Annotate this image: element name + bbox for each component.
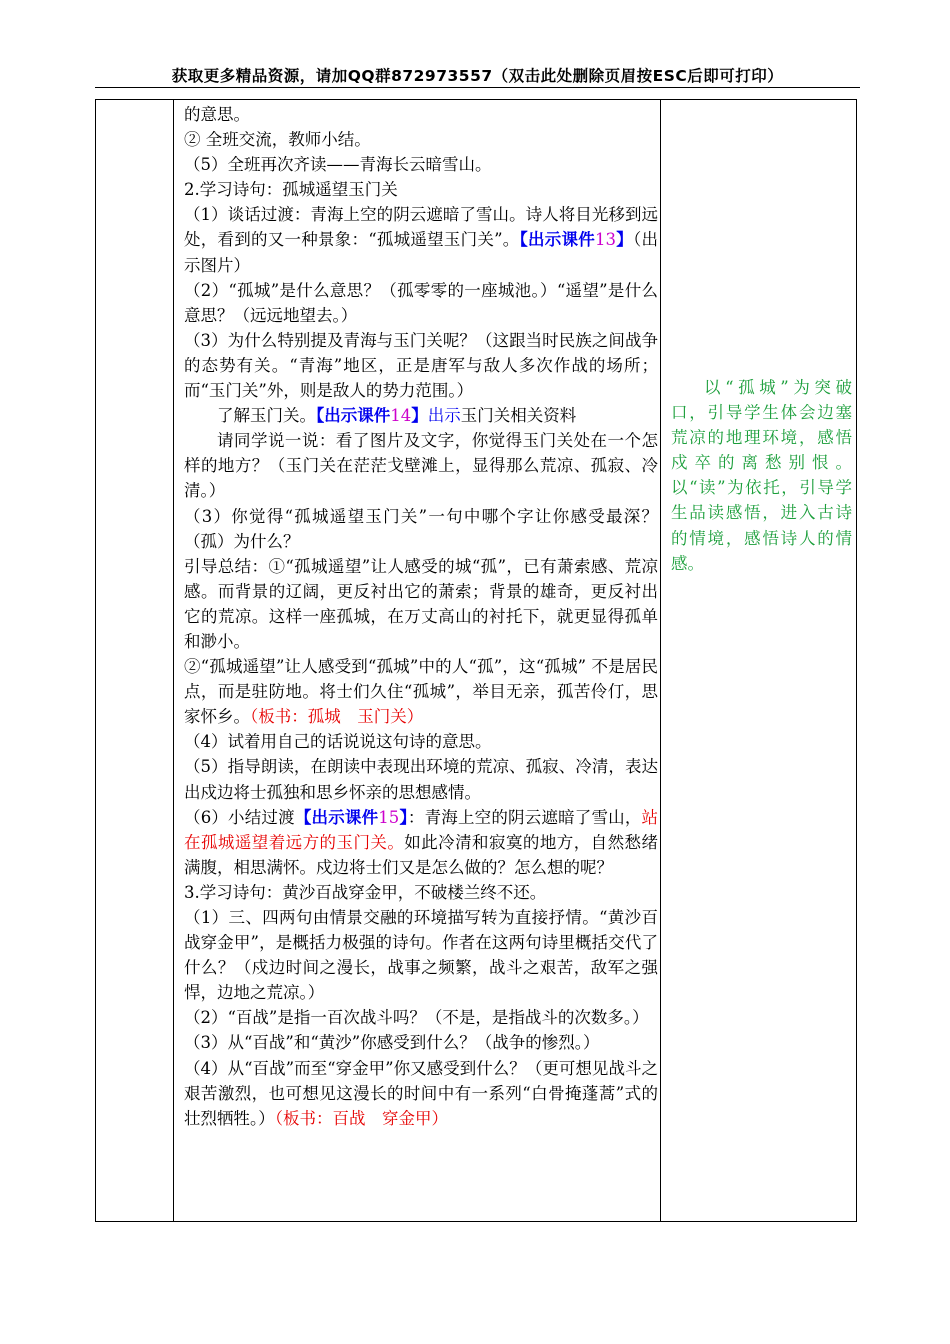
paragraph: （4）试着用自己的话说说这句诗的意思。 [184,732,492,752]
text-run: 玉门关相关资料 [460,406,577,426]
page-header: 获取更多精品资源，请加QQ群872973557（双击此处删除页眉按ESC后即可打印） [171,67,784,85]
paragraph [184,1056,658,1131]
table-row [96,100,857,1222]
design-intent-note: 以“孤城”为突破口，引导学生体会边塞荒凉的地理环境，感悟戍卒的离愁别恨。以“读”为依托，引导学生品读感悟，进入古诗的情境，感悟诗人的情感。 [671,378,852,573]
paragraph: 请同学说一说：看了图片及文字，你觉得玉门关处在一个怎样的地方？（玉门关在茫茫戈壁滩上，显得那么荒凉、孤寂、冷清。） [184,431,658,501]
courseware-tag-end: 】 [616,230,634,250]
paragraph [184,805,658,880]
paragraph: （5）指导朗读，在朗读中表现出环境的荒凉、孤寂、冷清，表达出戍边将士孤独和思乡怀亲的思想感情。 [184,757,658,802]
courseware-tag: 【出示课件 [316,406,391,426]
paragraph [184,403,658,428]
paragraph: （3）为什么特别提及青海与玉门关呢？（这跟当时民族之间战争的态势有关。“青海”地区，正是唐军与敌人多次作战的场所；而“玉门关”外，则是敌人的势力范围。） [184,330,658,401]
courseware-tag: 【出示课件 [519,230,596,250]
label-cell [96,100,174,1222]
text-run: 了解玉门关。 [217,406,316,426]
section-heading: 2.学习诗句：孤城遥望玉门关 [184,180,398,200]
paragraph: （5）全班再次齐读——青海长云暗雪山。 [184,155,492,175]
teaching-process-text [174,100,660,1131]
design-intent-cell [661,100,857,1222]
paragraph: （3）你觉得“孤城遥望玉门关”一句中哪个字让你感受最深？（孤）为什么？ [184,506,658,551]
paragraph [184,202,658,277]
courseware-number: 14 [390,406,412,426]
text-run: （1）谈话过渡：青海上空的阴云遮暗了雪山。诗人将目光移到远处，看到的又一种景象：“孤城遥望玉门关”。 [184,205,658,250]
paragraph: ② 全班交流，教师小结。 [184,130,371,150]
paragraph: （2）“百战”是指一百次战斗吗？（不是，是指战斗的次数多。） [184,1008,649,1028]
text-run: （4）从“百战”而至“穿金甲”你又感受到什么？（更可想见战斗之艰苦激烈，也可想见这漫长的时间中有一系列“白骨掩蓬蒿”式的壮烈牺牲。） [184,1058,658,1128]
text-run: （6）小结过渡 [184,807,295,827]
paragraph [184,654,658,729]
highlighted-text: 站在孤城遥望着远方的玉门关。 [184,807,658,852]
lesson-plan-table [95,99,857,1222]
courseware-tag: 【出示课件 [294,807,379,827]
paragraph: （1）三、四两句由情景交融的环境描写转为直接抒情。“黄沙百战穿金甲”，是概括力极强的诗句。作者在这两句诗里概括交代了什么？（戍边时间之漫长，战事之频繁，战斗之艰苦，敌军之强悍，边地之荒凉。） [184,908,658,1003]
text-run: 出示 [427,406,461,426]
blackboard-note: （板书：孤城 玉门关） [250,707,424,727]
text-run: （出示图片） [184,230,659,275]
blackboard-note: （板书：百战 穿金甲） [274,1108,448,1128]
paragraph: 的意思。 [184,105,250,124]
courseware-tag-end: 】 [411,406,428,426]
courseware-tag-end: 】 [399,807,408,827]
courseware-number: 13 [595,230,617,250]
paragraph: （2）“孤城”是什么意思？（孤零零的一座城池。）“遥望”是什么意思？（远远地望去。） [184,280,658,325]
text-run: ：青海上空的阴云遮暗了雪山， [407,807,642,827]
paragraph: （3）从“百战”和“黄沙”你感受到什么？（战争的惨烈。） [184,1033,600,1053]
section-heading: 3.学习诗句：黄沙百战穿金甲，不破楼兰终不还。 [184,882,547,902]
text-run: 如此冷清和寂寞的地方，自然愁绪满腹，相思满怀。戍边将士们又是怎么做的？怎么想的呢？ [184,832,659,877]
text-run: ②“孤城遥望”让人感受到“孤城”中的人“孤”，这“孤城” 不是居民点，而是驻防地。将士们久住“孤城”，举目无亲，孤苦伶仃，思家怀乡。 [184,657,658,727]
header-divider [95,87,860,88]
paragraph: 引导总结：①“孤城遥望”让人感受的城“孤”，已有萧索感、荒凉感。而背景的辽阔，更反衬出它的萧索；背景的雄奇，更反衬出它的荒凉。这样一座孤城，在万丈高山的衬托下，就更显得孤单和渺小。 [184,556,658,651]
teaching-process-cell [174,100,661,1222]
courseware-number: 15 [378,807,400,827]
